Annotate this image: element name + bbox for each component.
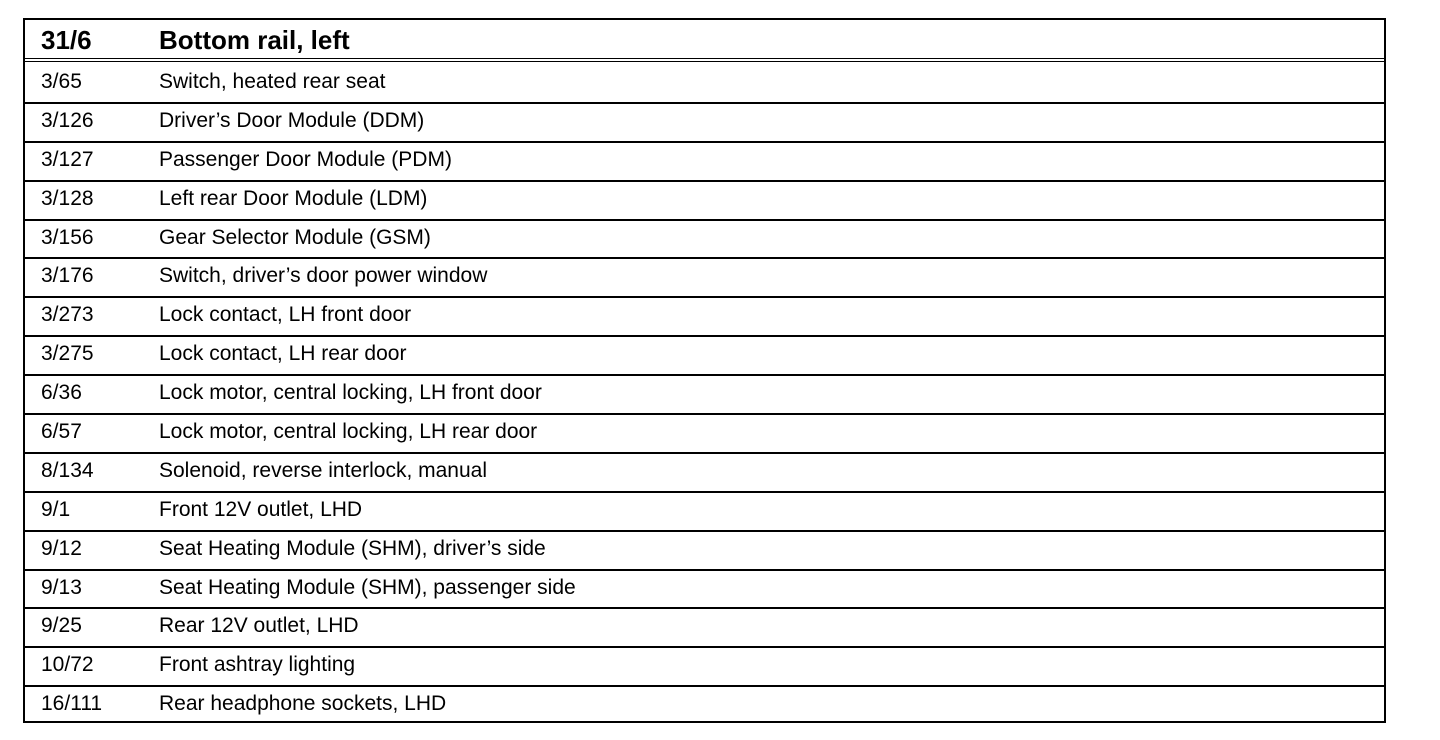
component-description: Switch, driver’s door power window — [159, 264, 488, 288]
table-row — [25, 648, 1384, 687]
component-description: Left rear Door Module (LDM) — [159, 186, 428, 210]
component-code: 3/176 — [41, 264, 94, 288]
table-row — [25, 298, 1384, 337]
component-description: Front 12V outlet, LHD — [159, 497, 363, 521]
component-code: 9/13 — [41, 575, 82, 599]
header-title: Bottom rail, left — [159, 25, 350, 55]
table-row — [25, 493, 1384, 532]
component-table — [23, 18, 1386, 723]
component-description: Rear headphone sockets, LHD — [159, 692, 447, 716]
table-row — [25, 454, 1384, 493]
header-code: 31/6 — [41, 25, 92, 55]
component-code: 16/111 — [41, 692, 103, 716]
component-description: Lock motor, central locking, LH front door — [159, 381, 542, 405]
component-description: Lock motor, central locking, LH rear door — [159, 420, 538, 444]
component-code: 3/127 — [41, 147, 94, 171]
table-row — [25, 259, 1384, 298]
table-row — [25, 376, 1384, 415]
component-description: Switch, heated rear seat — [159, 70, 386, 93]
component-code: 9/12 — [41, 536, 82, 560]
component-code: 3/126 — [41, 108, 94, 132]
component-description: Lock contact, LH rear door — [159, 342, 407, 366]
table-row — [25, 687, 1384, 726]
table-body — [25, 65, 1384, 726]
component-description: Gear Selector Module (GSM) — [159, 225, 431, 249]
component-code: 6/57 — [41, 420, 82, 444]
component-code: 3/275 — [41, 342, 94, 366]
table-row — [25, 571, 1384, 610]
component-description: Rear 12V outlet, LHD — [159, 614, 359, 638]
component-code: 9/25 — [41, 614, 82, 638]
component-code: 3/273 — [41, 303, 94, 327]
table-header — [25, 20, 1384, 62]
table-row — [25, 182, 1384, 221]
table-row — [25, 415, 1384, 454]
component-description: Solenoid, reverse interlock, manual — [159, 458, 488, 482]
component-code: 9/1 — [41, 497, 71, 521]
component-description: Seat Heating Module (SHM), passenger side — [159, 575, 576, 599]
component-description: Passenger Door Module (PDM) — [159, 147, 452, 171]
component-code: 3/156 — [41, 225, 94, 249]
component-code: 10/72 — [41, 653, 94, 677]
table-row — [25, 532, 1384, 571]
component-code: 3/65 — [41, 70, 82, 93]
component-code: 8/134 — [41, 458, 94, 482]
table-row — [25, 65, 1384, 104]
component-description: Seat Heating Module (SHM), driver’s side — [159, 536, 546, 560]
table-row — [25, 221, 1384, 260]
component-code: 3/128 — [41, 186, 94, 210]
table-row — [25, 609, 1384, 648]
table-row — [25, 143, 1384, 182]
table-row — [25, 337, 1384, 376]
component-description: Driver’s Door Module (DDM) — [159, 108, 425, 132]
table-row — [25, 104, 1384, 143]
component-description: Lock contact, LH front door — [159, 303, 412, 327]
component-description: Front ashtray lighting — [159, 653, 356, 677]
component-code: 6/36 — [41, 381, 82, 405]
